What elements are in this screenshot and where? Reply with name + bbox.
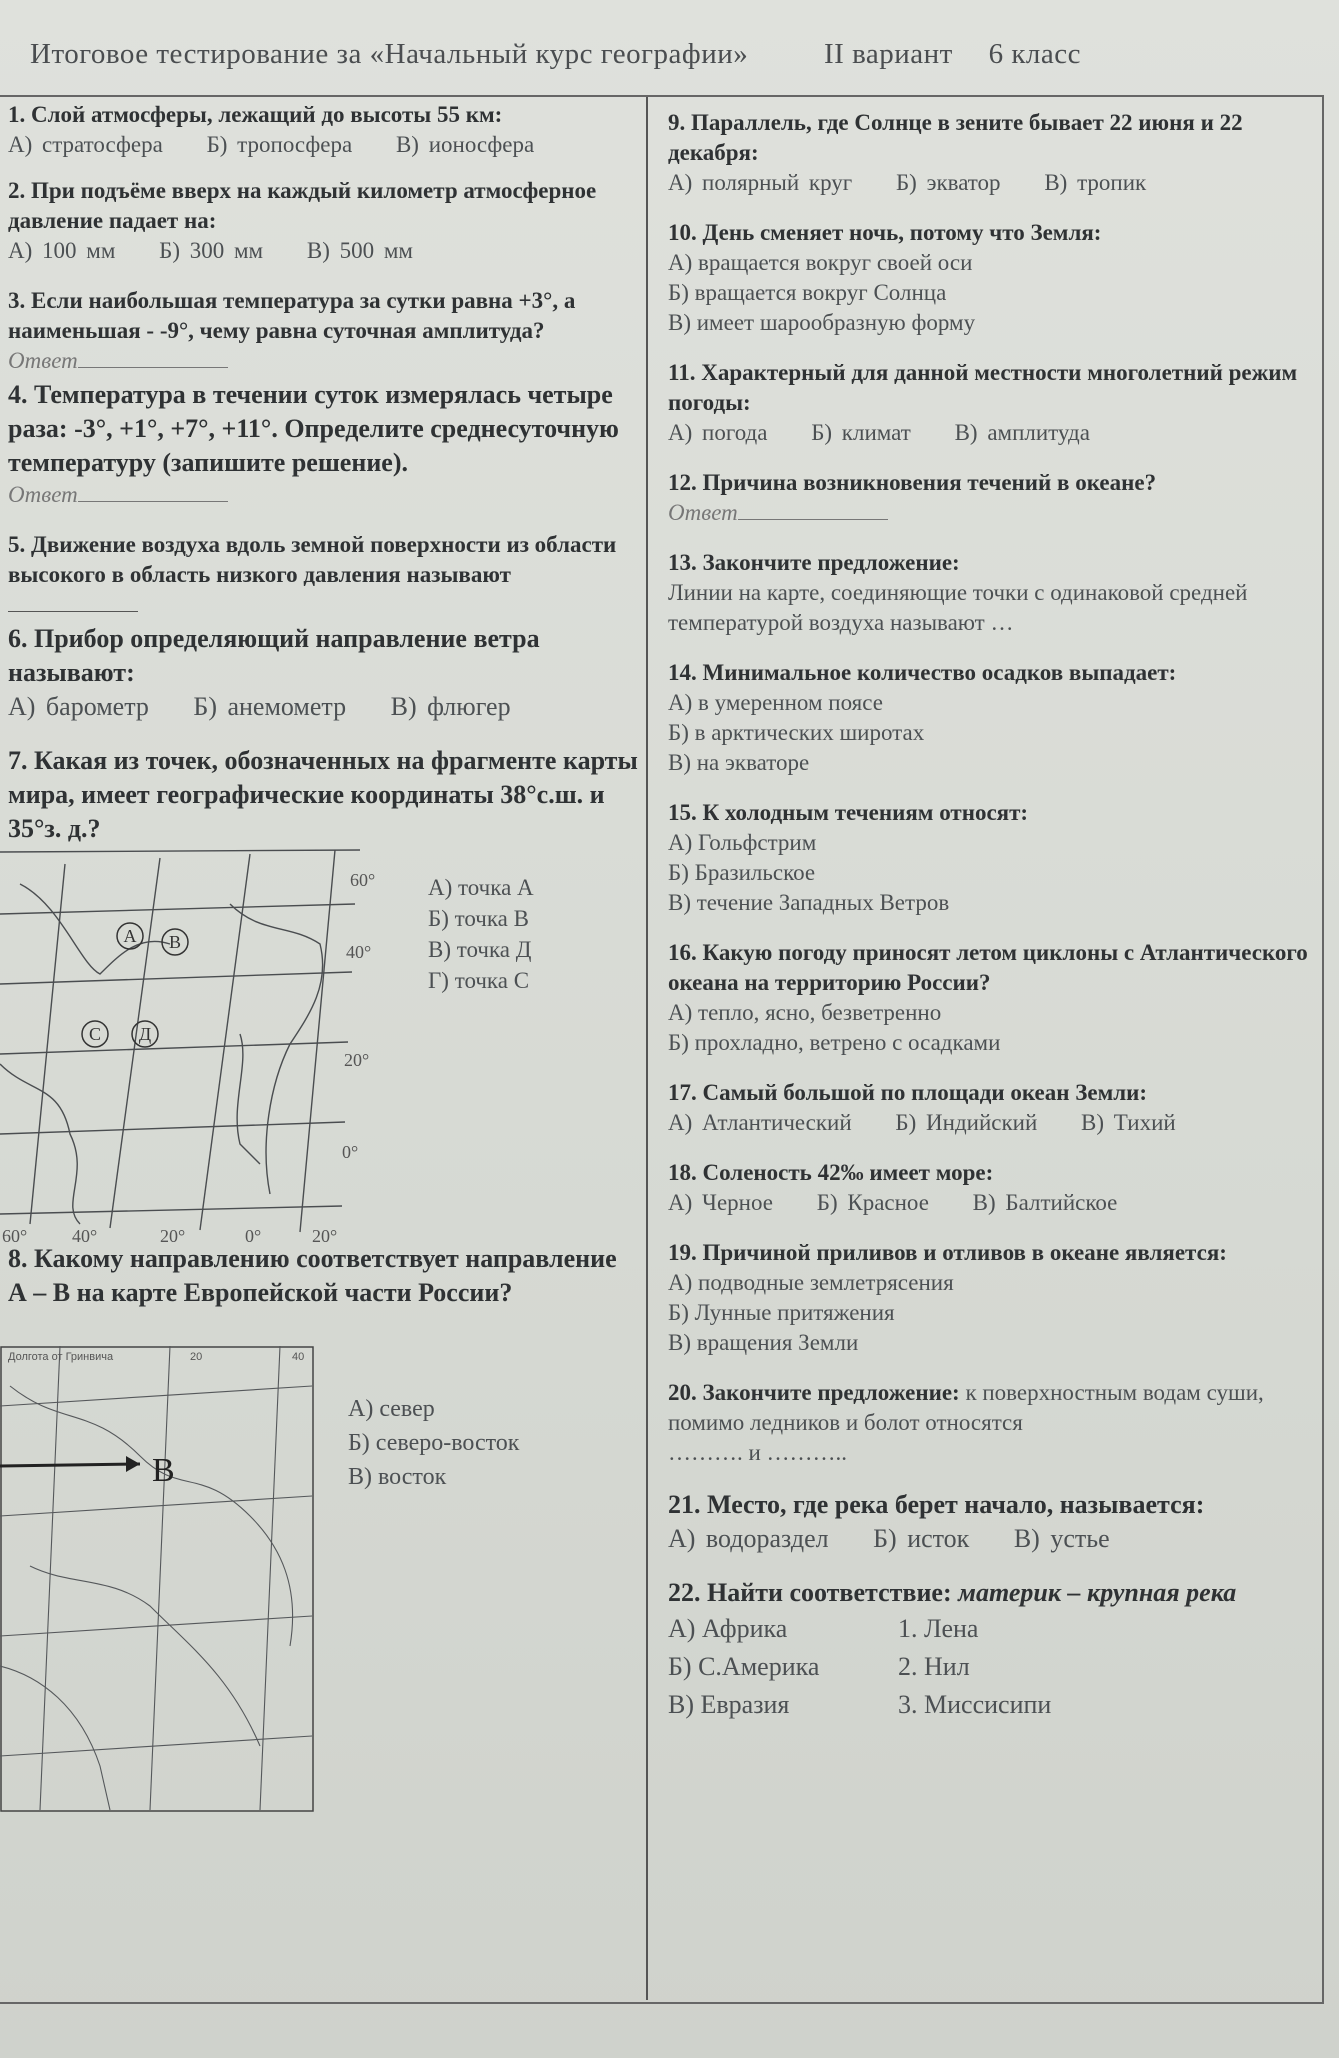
grid-line — [0, 1042, 348, 1054]
variant-label: II вариант — [824, 38, 953, 70]
grid-line — [30, 864, 65, 1224]
question-11-text: 11. Характерный для данной местности многолетний режим погоды: — [668, 360, 1298, 415]
lon-label-20-east: 20° — [312, 1226, 338, 1246]
point-d-label: Д — [138, 1024, 152, 1044]
question-22-text: 22. Найти соответствие: — [668, 1578, 952, 1607]
question-12-text: 12. Причина возникновения течений в океане? — [668, 470, 1157, 495]
option-a[interactable]: А) погода — [668, 420, 768, 445]
map-border — [1, 1347, 313, 1811]
option-c[interactable]: В) на экваторе — [668, 750, 810, 775]
option-b[interactable]: Б) северо-восток — [348, 1430, 520, 1456]
point-c-label: С — [88, 1024, 102, 1044]
coastline — [0, 1064, 80, 1224]
option-a[interactable]: А) в умеренном поясе — [668, 690, 883, 715]
option-b[interactable]: Б) экватор — [895, 170, 1001, 195]
grid-line — [0, 1616, 312, 1636]
lon-label-20: 20° — [160, 1226, 186, 1246]
question-19 — [668, 1238, 1318, 1358]
option-c[interactable]: В) Балтийское — [972, 1190, 1118, 1215]
question-6-options — [8, 690, 638, 724]
question-12-answer[interactable]: Ответ — [668, 498, 1318, 528]
direction-arrow — [0, 1464, 140, 1466]
question-14 — [668, 658, 1318, 778]
question-5-text: 5. Движение воздуха вдоль земной поверхности из области высокого в область низкого давления называют — [8, 532, 617, 587]
option-a[interactable]: А) Черное — [668, 1190, 773, 1215]
match-row — [668, 1648, 1318, 1686]
question-11-options — [668, 418, 1318, 448]
option-c[interactable]: В) 500 мм — [306, 238, 413, 263]
question-9 — [668, 108, 1318, 198]
question-8 — [8, 1242, 638, 1782]
question-16 — [668, 938, 1318, 1058]
option-c[interactable]: В) флюгер — [390, 692, 511, 721]
option-a[interactable]: А) стратосфера — [8, 132, 163, 157]
question-5-blank[interactable] — [8, 611, 138, 612]
question-2-options — [8, 236, 638, 266]
option-b[interactable]: Б) точка В — [428, 906, 529, 931]
option-a[interactable]: А) тепло, ясно, безветренно — [668, 1000, 942, 1025]
question-20-blanks[interactable]: ………. и ……….. — [668, 1440, 848, 1465]
question-14-text: 14. Минимальное количество осадков выпадает: — [668, 660, 1177, 685]
question-20-body: к поверхностным водам суши, помимо ледников и болот относятся — [668, 1380, 1264, 1435]
question-22 — [668, 1576, 1318, 1724]
option-a[interactable]: А) водораздел — [668, 1524, 829, 1553]
question-6 — [8, 622, 638, 724]
grid-line — [40, 1346, 60, 1810]
grid-line — [0, 1496, 312, 1516]
arrow-head — [126, 1456, 140, 1472]
option-b[interactable]: Б) анемометр — [193, 692, 347, 721]
coastline — [0, 1666, 110, 1810]
option-b[interactable]: Б) исток — [873, 1524, 970, 1553]
match-row — [668, 1610, 1318, 1648]
question-20-text: 20. Закончите предложение: — [668, 1380, 960, 1405]
grid-line — [0, 850, 360, 852]
question-11 — [668, 358, 1318, 448]
option-c[interactable]: В) течение Западных Ветров — [668, 890, 950, 915]
match-left-c[interactable]: В) Евразия — [668, 1690, 790, 1719]
option-b[interactable]: Б) в арктических широтах — [668, 720, 925, 745]
test-title: Итоговое тестирование за «Начальный курс географии» — [30, 38, 749, 70]
option-c[interactable]: В) ионосфера — [395, 132, 535, 157]
question-17 — [668, 1078, 1318, 1138]
question-7-options — [428, 872, 534, 996]
option-a[interactable]: А) Гольфстрим — [668, 830, 817, 855]
match-right-3[interactable]: 3. Миссисипи — [898, 1690, 1052, 1719]
map-tick-40: 40 — [292, 1351, 305, 1363]
option-a[interactable]: А) вращается вокруг своей оси — [668, 250, 973, 275]
lat-label-0: 0° — [342, 1142, 359, 1162]
option-a[interactable]: А) подводные землетрясения — [668, 1270, 954, 1295]
question-6-text: 6. Прибор определяющий направление ветра называют: — [8, 624, 540, 687]
option-c[interactable]: В) Тихий — [1081, 1110, 1176, 1135]
lat-label-20: 20° — [344, 1050, 370, 1070]
coastline — [20, 884, 170, 974]
option-b[interactable]: Б) климат — [811, 420, 911, 445]
question-20 — [668, 1378, 1318, 1468]
coastline — [237, 1034, 260, 1164]
question-18 — [668, 1158, 1318, 1218]
question-16-text: 16. Какую погоду приносят летом циклоны с Атлантического океана на территорию России? — [668, 940, 1308, 995]
option-a[interactable]: А) точка А — [428, 875, 534, 900]
right-column — [668, 108, 1318, 1744]
question-1-options — [8, 130, 638, 160]
question-4-answer[interactable]: Ответ — [8, 480, 638, 510]
option-c[interactable]: В) тропик — [1044, 170, 1147, 195]
option-b[interactable]: Б) прохладно, ветрено с осадками — [668, 1030, 1001, 1055]
option-b[interactable]: Б) Индийский — [895, 1110, 1038, 1135]
map-tick-20: 20 — [190, 1351, 203, 1363]
option-c[interactable]: В) восток — [348, 1464, 447, 1490]
option-c[interactable]: В) имеет шарообразную форму — [668, 310, 976, 335]
question-18-text: 18. Соленость 42‰ имеет море: — [668, 1160, 994, 1185]
grid-line — [0, 972, 352, 984]
question-17-options — [668, 1108, 1318, 1138]
option-a[interactable]: А) 100 мм — [8, 238, 116, 263]
grid-line — [0, 1736, 312, 1756]
match-left-a[interactable]: А) Африка — [668, 1614, 788, 1643]
european-russia-map — [0, 1346, 320, 1816]
grid-line — [260, 1346, 280, 1810]
question-13-text: 13. Закончите предложение: — [668, 550, 960, 575]
option-b[interactable]: Б) Красное — [816, 1190, 929, 1215]
option-a[interactable]: А) полярный круг — [668, 170, 853, 195]
river-line — [30, 1566, 260, 1746]
option-d[interactable]: Г) точка С — [428, 968, 530, 993]
map-caption: Долгота от Гринвича — [8, 1351, 114, 1363]
coastline — [230, 904, 323, 1194]
question-1 — [8, 100, 638, 160]
question-15-text: 15. К холодным течениям относят: — [668, 800, 1029, 825]
question-10-text: 10. День сменяет ночь, потому что Земля: — [668, 220, 1102, 245]
question-4-text: 4. Температура в течении суток измерялась четыре раза: -3°, +1°, +7°, +11°. Определите среднесуточную температуру (запишите решение). — [8, 380, 619, 477]
option-a[interactable]: А) север — [348, 1396, 435, 1422]
option-b[interactable]: Б) вращается вокруг Солнца — [668, 280, 947, 305]
question-10 — [668, 218, 1318, 338]
question-1-text: 1. Слой атмосферы, лежащий до высоты 55 км: — [8, 102, 503, 127]
question-3-text: 3. Если наибольшая температура за сутки равна +3°, а наименьшая - -9°, чему равна суточная амплитуда? — [8, 288, 576, 343]
question-8-text: 8. Какому направлению соответствует направление А – В на карте Европейской части России? — [8, 1244, 617, 1307]
question-17-text: 17. Самый большой по площади океан Земли: — [668, 1080, 1148, 1105]
option-a[interactable]: А) Атлантический — [668, 1110, 852, 1135]
question-13-body: Линии на карте, соединяющие точки с одинаковой средней температурой воздуха называют … — [668, 580, 1248, 635]
point-b-label: В — [152, 1452, 175, 1489]
option-b[interactable]: Б) 300 мм — [159, 238, 264, 263]
question-5 — [8, 530, 638, 620]
question-2-text: 2. При подъёме вверх на каждый километр атмосферное давление падает на: — [8, 178, 597, 233]
lon-label-40: 40° — [72, 1226, 98, 1246]
question-22-subtitle: материк – крупная река — [958, 1578, 1237, 1607]
left-column — [2, 100, 638, 1802]
world-map-fragment — [0, 844, 376, 1246]
question-7 — [2, 744, 638, 1246]
question-3-answer[interactable]: Ответ — [8, 346, 638, 376]
column-divider — [646, 97, 648, 2000]
option-a[interactable]: А) барометр — [8, 692, 149, 721]
question-9-options — [668, 168, 1318, 198]
question-8-options — [348, 1392, 519, 1494]
match-row — [668, 1686, 1318, 1724]
grid-line — [0, 1386, 312, 1406]
option-b[interactable]: Б) тропосфера — [206, 132, 353, 157]
match-right-2[interactable]: 2. Нил — [898, 1652, 970, 1681]
lon-label-0: 0° — [245, 1226, 262, 1246]
page-header — [30, 38, 1230, 71]
grade-label: 6 класс — [988, 38, 1082, 70]
question-19-text: 19. Причиной приливов и отливов в океане является: — [668, 1240, 1227, 1265]
lat-label-40: 40° — [346, 942, 372, 962]
question-13 — [668, 548, 1318, 638]
question-3 — [8, 286, 638, 376]
option-c[interactable]: В) амплитуда — [954, 420, 1090, 445]
match-right-1[interactable]: 1. Лена — [898, 1614, 979, 1643]
question-9-text: 9. Параллель, где Солнце в зените бывает 22 июня и 22 декабря: — [668, 110, 1243, 165]
lat-label-60: 60° — [350, 870, 376, 890]
option-c[interactable]: В) устье — [1013, 1524, 1110, 1553]
question-18-options — [668, 1188, 1318, 1218]
option-b[interactable]: Б) Бразильское — [668, 860, 816, 885]
option-b[interactable]: Б) Лунные притяжения — [668, 1300, 895, 1325]
question-15 — [668, 798, 1318, 918]
point-b-label: В — [168, 932, 182, 952]
option-c[interactable]: В) вращения Земли — [668, 1330, 859, 1355]
match-left-b[interactable]: Б) С.Америка — [668, 1652, 820, 1681]
question-12 — [668, 468, 1318, 528]
question-21-options — [668, 1522, 1318, 1556]
grid-line — [0, 1206, 342, 1214]
question-21-text: 21. Место, где река берет начало, называется: — [668, 1490, 1205, 1519]
question-2 — [8, 176, 638, 266]
grid-line — [0, 1122, 345, 1134]
question-7-text: 7. Какая из точек, обозначенных на фрагменте карты мира, имеет географические координаты 38°с.ш. и 35°з. д.? — [8, 746, 638, 843]
option-c[interactable]: В) точка Д — [428, 937, 532, 962]
point-a-label: А — [123, 926, 137, 946]
question-4 — [8, 378, 638, 510]
lon-label-60: 60° — [2, 1226, 28, 1246]
question-21 — [668, 1488, 1318, 1556]
grid-line — [150, 1346, 170, 1810]
grid-line — [300, 850, 335, 1232]
